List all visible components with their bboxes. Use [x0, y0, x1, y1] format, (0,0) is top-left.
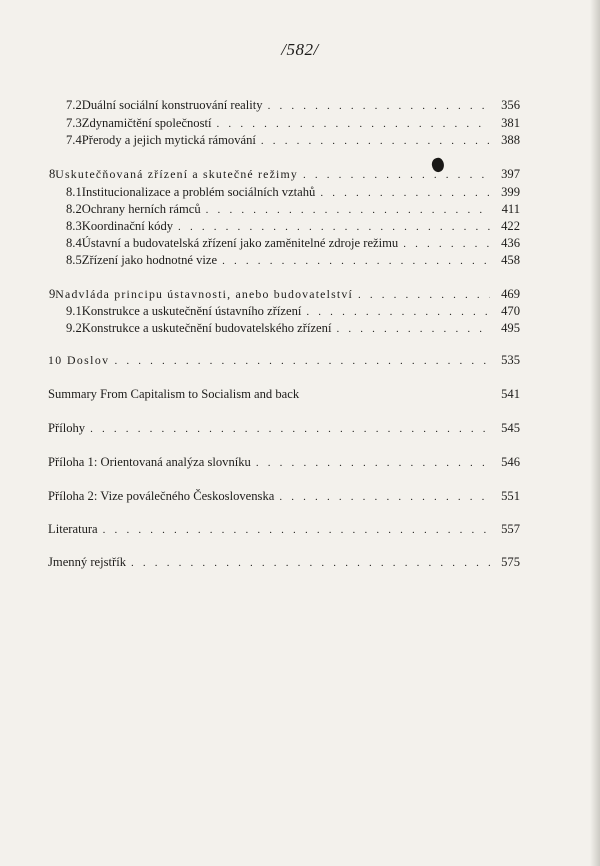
leader-dots	[206, 202, 490, 218]
toc-chapter-10-doslov	[48, 352, 520, 369]
leader-dots	[131, 555, 490, 571]
toc-chapter-9	[48, 286, 520, 303]
toc-entry-page: 381	[501, 116, 520, 130]
toc-entry-page: 535	[501, 353, 520, 367]
leader-dots	[303, 167, 490, 183]
toc-entry-7-4	[48, 132, 520, 149]
leader-dots	[268, 98, 490, 114]
leader-dots	[114, 353, 490, 369]
toc-entry-page: 397	[501, 167, 520, 181]
toc-entry-8-5	[48, 252, 520, 269]
toc-entry-number: 7.3	[66, 116, 82, 130]
toc-entry-title: Zřízení jako hodnotné vize	[81, 253, 218, 267]
toc-entry-number: 9.2	[66, 321, 82, 335]
leader-dots	[256, 455, 490, 471]
toc-entry-8-3	[48, 218, 520, 235]
toc-entry-page: 388	[501, 133, 520, 147]
toc-entry-summary	[48, 386, 520, 403]
leader-dots	[279, 489, 490, 505]
toc-entry-number: 8	[49, 167, 56, 181]
leader-dots	[358, 287, 490, 303]
toc-entry-page: 436	[501, 236, 520, 250]
toc-entry-page: 545	[501, 421, 520, 435]
leader-dots	[103, 522, 490, 538]
toc-entry-title: Příloha 2: Vize poválečného Československa	[48, 489, 275, 503]
toc-entry-title: Příloha 1: Orientovaná analýza slovníku	[48, 455, 251, 469]
toc-entry-title: Konstrukce a uskutečnění ústavního zřízení	[81, 304, 302, 318]
leader-dots	[90, 421, 490, 437]
toc-entry-number: 9	[49, 287, 56, 301]
toc-entry-title: Jmenný rejstřík	[48, 555, 126, 569]
toc-entry-9-1	[48, 303, 520, 320]
toc-entry-title: 10 Doslov	[48, 353, 110, 367]
toc-entry-8-4	[48, 235, 520, 252]
toc-entry-page: 495	[501, 321, 520, 335]
toc-entry-literatura	[48, 521, 520, 538]
toc-entry-page: 575	[501, 555, 520, 569]
toc-entry-8-1	[48, 184, 520, 201]
toc-entry-9-2	[48, 320, 520, 337]
leader-dots	[261, 133, 490, 149]
toc-entry-title: Ochrany herních rámců	[81, 202, 201, 216]
toc-chapter-8	[48, 166, 520, 183]
toc-entry-title: Duální sociální konstruování reality	[81, 98, 263, 112]
toc-entry-title: Konstrukce a uskutečnění budovatelského zřízení	[81, 321, 332, 335]
toc-entry-jmenny-rejstrik	[48, 554, 520, 571]
toc-entry-title: Přílohy	[48, 421, 86, 435]
toc-entry-page: 399	[501, 185, 520, 199]
toc-entry-number: 7.2	[66, 98, 82, 112]
toc-entry-priloha-1	[48, 454, 520, 471]
toc-entry-page: 546	[501, 455, 520, 469]
toc-entry-page: 541	[501, 387, 520, 401]
toc-entry-number: 8.3	[66, 219, 82, 233]
page-number: /582/	[281, 40, 319, 59]
toc-entry-number: 8.5	[66, 253, 82, 267]
toc-entry-number: 8.4	[66, 236, 82, 250]
toc-entry-title: Summary From Capitalism to Socialism and back	[48, 387, 300, 401]
toc-entry-number: 7.4	[66, 133, 82, 147]
toc-entry-page: 411	[501, 202, 520, 216]
toc-entry-title: Institucionalizace a problém sociálních vztahů	[81, 185, 316, 199]
toc-entry-number: 8.2	[66, 202, 82, 216]
toc-entry-prilohy	[48, 420, 520, 437]
toc-entry-number: 9.1	[66, 304, 82, 318]
toc-entry-page: 470	[501, 304, 520, 318]
leader-dots	[306, 304, 490, 320]
toc-entry-title: Koordinační kódy	[81, 219, 174, 233]
toc-entry-priloha-2	[48, 488, 520, 505]
leader-dots	[320, 185, 490, 201]
toc-entry-number: 8.1	[66, 185, 82, 199]
leader-dots	[403, 236, 490, 252]
leader-dots	[222, 253, 490, 269]
toc-entry-page: 557	[501, 522, 520, 536]
toc-entry-page: 422	[501, 219, 520, 233]
toc-entry-7-3	[48, 115, 520, 132]
page-edge-shadow	[590, 0, 600, 866]
toc-entry-title: Ústavní a budovatelská zřízení jako zaměnitelné zdroje režimu	[81, 236, 399, 250]
toc-entry-page: 469	[501, 287, 520, 301]
toc-entry-title: Zdynamičtění společností	[81, 116, 212, 130]
toc-entry-page: 551	[501, 489, 520, 503]
leader-dots	[217, 116, 490, 132]
toc-entry-title: Uskutečňovaná zřízení a skutečné režimy	[55, 167, 298, 181]
toc-entry-page: 356	[501, 98, 520, 112]
toc-entry-page: 458	[501, 253, 520, 267]
leader-dots	[336, 321, 490, 337]
toc-entry-title: Přerody a jejich mytická rámování	[81, 133, 256, 147]
toc-entry-7-2	[48, 97, 520, 114]
leader-dots	[178, 219, 490, 235]
toc-entry-title: Nadvláda principu ústavnosti, anebo budovatelství	[55, 287, 353, 301]
toc-entry-8-2	[48, 201, 520, 218]
toc-entry-title: Literatura	[48, 522, 98, 536]
